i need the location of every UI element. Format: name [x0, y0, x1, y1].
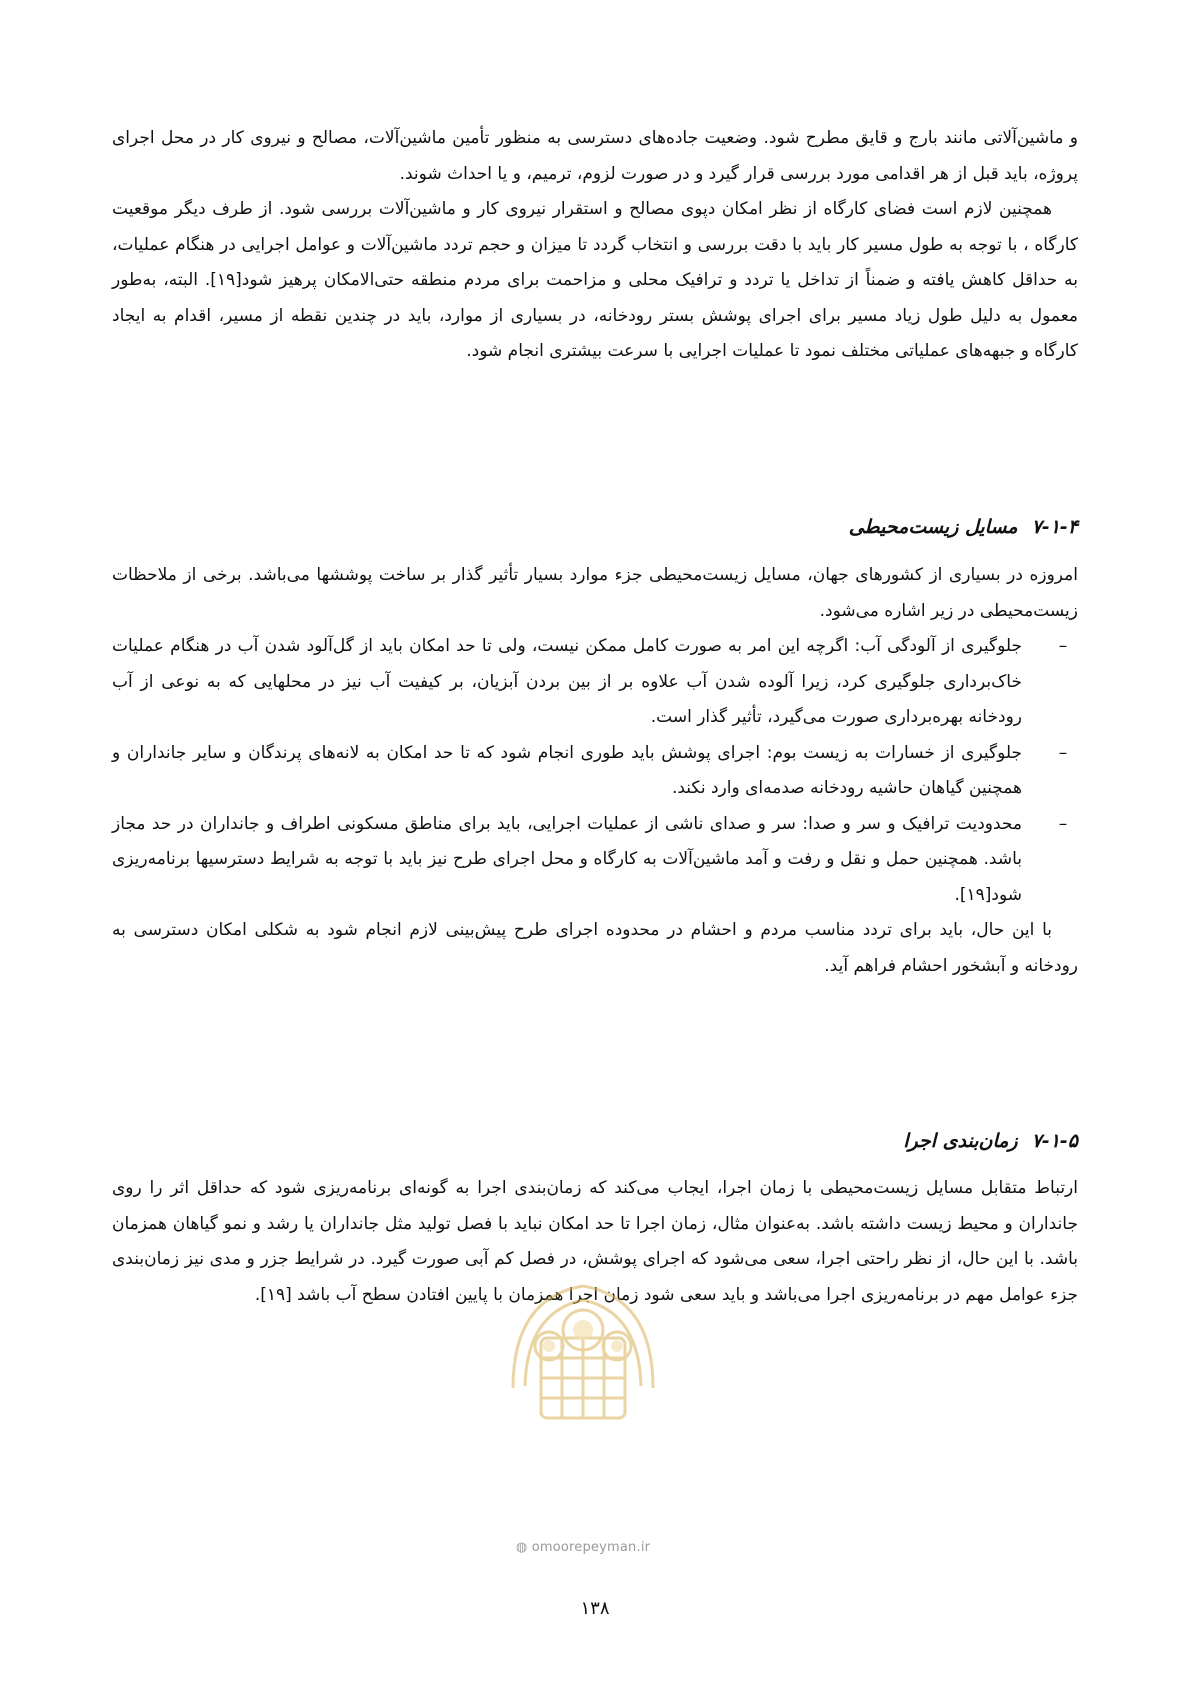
bullet-dash: – [1058, 636, 1068, 656]
section-4-number: ۷-۱-۴ [1031, 516, 1078, 538]
section-5-heading [112, 1126, 1078, 1156]
paragraph-2: همچنین لازم است فضای کارگاه از نظر امکان دپوی مصالح و استقرار نیروی کار و ماشین‌آلات بررسی شود. از طرف دیگر موقعیت کارگاه ، با توجه به طول مسیر کار باید با دقت بررسی و انتخاب گردد تا میزان و حجم تردد ماشین‌آلات و عوامل اجرایی در هنگام عملیات، به حداقل کاهش یافته و ضمناً از تداخل یا تردد و ترافیک محلی و مزاحمت برای مردم منطقه حتی‌الامکان پرهیز شود[۱۹]. البته، به‌طور معمول به دلیل طول زیاد مسیر برای اجرای پوشش بستر رودخانه، در بسیاری از موارد، باید در چندین نقطه از مسیر، اقدام به ایجاد کارگاه و جبهه‌های عملیاتی مختلف نمود تا عملیات اجرایی با سرعت بیشتری انجام شود. [112, 199, 1078, 361]
section-5-body [112, 1171, 1078, 1313]
bullet-text: جلوگیری از آلودگی آب: اگرچه این امر به صورت کامل ممکن نیست، ولی تا حد امکان باید از گل‌آلود شدن آب در هنگام عملیات خاک‌برداری جلوگیری کرد، زیرا آلوده شدن آب علاوه بر از بین بردن آبزیان، بر کیفیت آب نیز در محلهایی که به نوعی از آب رودخانه بهره‌برداری صورت می‌گیرد، تأثیر گذار است. [112, 636, 1022, 727]
section-5-paragraph: ارتباط متقابل مسایل زیست‌محیطی با زمان اجرا، ایجاب می‌کند که زمان‌بندی اجرا به گونه‌ای برنامه‌ریزی شود که حداقل اثر را روی جانداران و محیط زیست داشته باشد. به‌عنوان مثال، زمان اجرا تا حد امکان نباید با فصل تولید مثل جانداران یا رشد و نمو گیاهان همزمان باشد. با این حال، از نظر راحتی اجرا، سعی می‌شود که اجرای پوشش، در فصل کم آبی صورت گیرد. در شرایط جزر و مدی نیز زمان‌بندی جزء عوامل مهم در برنامه‌ریزی اجرا می‌باشد و باید سعی شود زمان اجرا همزمان با پایین افتادن سطح آب باشد [۱۹]. [112, 1178, 1078, 1305]
bullet-item [112, 736, 1078, 807]
section-4-title: مسایل زیست‌محیطی [848, 516, 1018, 538]
watermark-url: ◍ omoorepeyman.ir [515, 1540, 651, 1555]
bullet-item [112, 807, 1078, 914]
section-4-bullet-list [112, 629, 1078, 913]
bullet-text: محدودیت ترافیک و سر و صدا: سر و صدای ناشی از عملیات اجرایی، باید برای مناطق مسکونی اطراف و جانداران در حد مجاز باشد. همچنین حمل و نقل و رفت و آمد ماشین‌آلات به کارگاه و محل اجرای طرح نیز باید با توجه به شرایط دسترسیها برنامه‌ریزی شود[۱۹]. [112, 813, 1022, 905]
watermark-globe-icon: ◍ [515, 1540, 528, 1555]
bullet-dash: – [1058, 742, 1068, 763]
section-5-number: ۷-۱-۵ [1031, 1130, 1078, 1152]
bullet-text: جلوگیری از خسارات به زیست بوم: اجرای پوشش باید طوری انجام شود که تا حد امکان به لانه‌های پرندگان و سایر جانداران و همچنین گیاهان حاشیه رودخانه صدمه‌ای وارد نکند. [112, 742, 1022, 798]
paragraph-1: و ماشین‌آلاتی مانند بارج و قایق مطرح شود. وضعیت جاده‌های دسترسی به منظور تأمین ماشین‌آلات، مصالح و نیروی کار در محل اجرای پروژه، باید قبل از هر اقدامی مورد بررسی قرار گیرد و در صورت لزوم، ترمیم، و یا احداث شوند. [112, 128, 1078, 184]
section-4-intro: امروزه در بسیاری از کشورهای جهان، مسایل زیست‌محیطی جزء موارد بسیار تأثیر گذار بر ساخت پوششها می‌باشد. برخی از ملاحظات زیست‌محیطی در زیر اشاره می‌شود. [112, 565, 1078, 621]
section-4-body [112, 558, 1078, 984]
section-4-heading [112, 512, 1078, 542]
bullet-dash: – [1058, 813, 1068, 834]
bullet-item [112, 629, 1078, 736]
section-5-title: زمان‌بندی اجرا [903, 1130, 1018, 1152]
section-4-closing: با این حال، باید برای تردد مناسب مردم و احشام در محدوده اجرای طرح پیش‌بینی لازم انجام شود به شکلی امکان دسترسی به رودخانه و آبشخور احشام فراهم آید. [112, 920, 1078, 976]
page-number: ۱۳۸ [580, 1598, 610, 1619]
intro-block [112, 121, 1078, 370]
